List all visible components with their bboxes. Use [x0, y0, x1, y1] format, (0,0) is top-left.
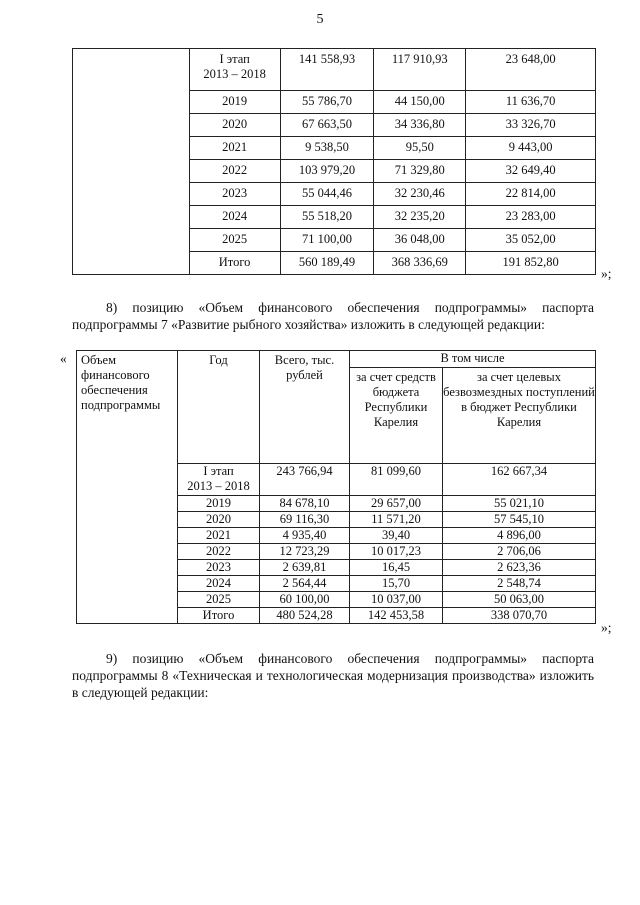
targeted-receipts-cell: 23 648,00	[466, 49, 596, 91]
budget-rk-cell: 11 571,20	[350, 512, 443, 528]
total-cell: 55 786,70	[280, 91, 374, 114]
empty-label-cell	[73, 49, 190, 275]
paragraph-item-9	[72, 650, 594, 701]
header-total: Всего, тыс. рублей	[260, 351, 350, 464]
targeted-receipts-cell: 57 545,10	[443, 512, 596, 528]
closing-quote-mark: »;	[601, 266, 612, 281]
total-cell: 103 979,20	[280, 160, 374, 183]
budget-rk-cell: 29 657,00	[350, 496, 443, 512]
subprogram-7-funding-table	[76, 350, 596, 624]
targeted-receipts-cell: 2 548,74	[443, 576, 596, 592]
targeted-receipts-cell: 23 283,00	[466, 206, 596, 229]
total-cell: 55 518,20	[280, 206, 374, 229]
page-number: 5	[316, 12, 324, 27]
year-cell: 2025	[189, 229, 280, 252]
budget-rk-cell: 71 329,80	[374, 160, 466, 183]
targeted-receipts-cell: 4 896,00	[443, 528, 596, 544]
targeted-receipts-cell: 162 667,34	[443, 464, 596, 496]
budget-rk-cell: 15,70	[350, 576, 443, 592]
targeted-receipts-cell: 2 623,36	[443, 560, 596, 576]
targeted-receipts-cell: 2 706,06	[443, 544, 596, 560]
targeted-receipts-cell: 338 070,70	[443, 608, 596, 624]
year-cell: 2023	[178, 560, 260, 576]
targeted-receipts-cell: 55 021,10	[443, 496, 596, 512]
year-cell: 2025	[178, 592, 260, 608]
year-cell: 2024	[178, 576, 260, 592]
targeted-receipts-cell: 9 443,00	[466, 137, 596, 160]
budget-rk-cell: 32 230,46	[374, 183, 466, 206]
budget-rk-cell: 81 099,60	[350, 464, 443, 496]
budget-rk-cell: 10 037,00	[350, 592, 443, 608]
year-cell: 2019	[189, 91, 280, 114]
year-cell: 2024	[189, 206, 280, 229]
total-cell: 60 100,00	[260, 592, 350, 608]
year-cell: I этап 2013 – 2018	[189, 49, 280, 91]
budget-rk-cell: 44 150,00	[374, 91, 466, 114]
header-targeted-receipts: за счет целевых безвозмездных поступлений в бюджет Республики Карелия	[443, 368, 596, 464]
budget-rk-cell: 10 017,23	[350, 544, 443, 560]
table-header-row	[77, 351, 596, 368]
year-cell: 2023	[189, 183, 280, 206]
total-cell: 55 044,46	[280, 183, 374, 206]
year-cell: 2019	[178, 496, 260, 512]
closing-quote-mark-2: »;	[601, 620, 612, 635]
paragraph-item-9-text: 9) позицию «Объем финансового обеспечения подпрограммы» паспорта подпрограммы 8 «Техническая и технологическая модернизация производства» изложить в следующей редакции:	[72, 651, 594, 700]
funding-table-continued	[72, 48, 596, 275]
header-year: Год	[178, 351, 260, 464]
total-cell: 560 189,49	[280, 252, 374, 275]
year-cell: 2020	[178, 512, 260, 528]
targeted-receipts-cell: 50 063,00	[443, 592, 596, 608]
budget-rk-cell: 39,40	[350, 528, 443, 544]
total-cell: 4 935,40	[260, 528, 350, 544]
year-cell: 2022	[189, 160, 280, 183]
table-row	[73, 49, 596, 91]
targeted-receipts-cell: 32 649,40	[466, 160, 596, 183]
header-budget-rk: за счет средств бюджета Республики Карелия	[350, 368, 443, 464]
budget-rk-cell: 36 048,00	[374, 229, 466, 252]
year-cell: Итого	[189, 252, 280, 275]
year-cell: 2022	[178, 544, 260, 560]
year-cell: Итого	[178, 608, 260, 624]
budget-rk-cell: 34 336,80	[374, 114, 466, 137]
total-cell: 71 100,00	[280, 229, 374, 252]
targeted-receipts-cell: 35 052,00	[466, 229, 596, 252]
targeted-receipts-cell: 22 814,00	[466, 183, 596, 206]
total-cell: 2 564,44	[260, 576, 350, 592]
budget-rk-cell: 368 336,69	[374, 252, 466, 275]
total-cell: 12 723,29	[260, 544, 350, 560]
total-cell: 9 538,50	[280, 137, 374, 160]
paragraph-item-8-text: 8) позицию «Объем финансового обеспечения подпрограммы» паспорта подпрограммы 7 «Развитие рыбного хозяйства» изложить в следующей редакции:	[72, 300, 594, 332]
total-cell: 480 524,28	[260, 608, 350, 624]
header-including: В том числе	[350, 351, 596, 368]
total-cell: 243 766,94	[260, 464, 350, 496]
budget-rk-cell: 117 910,93	[374, 49, 466, 91]
paragraph-item-8	[72, 299, 594, 333]
total-cell: 141 558,93	[280, 49, 374, 91]
budget-rk-cell: 32 235,20	[374, 206, 466, 229]
budget-rk-cell: 142 453,58	[350, 608, 443, 624]
year-cell: I этап 2013 – 2018	[178, 464, 260, 496]
total-cell: 84 678,10	[260, 496, 350, 512]
opening-quote-mark: «	[60, 351, 67, 366]
budget-rk-cell: 16,45	[350, 560, 443, 576]
year-cell: 2020	[189, 114, 280, 137]
year-cell: 2021	[178, 528, 260, 544]
targeted-receipts-cell: 33 326,70	[466, 114, 596, 137]
year-cell: 2021	[189, 137, 280, 160]
funding-label-cell: Объем финансового обеспечения подпрограммы	[77, 351, 178, 624]
total-cell: 69 116,30	[260, 512, 350, 528]
budget-rk-cell: 95,50	[374, 137, 466, 160]
targeted-receipts-cell: 11 636,70	[466, 91, 596, 114]
total-cell: 67 663,50	[280, 114, 374, 137]
total-cell: 2 639,81	[260, 560, 350, 576]
targeted-receipts-cell: 191 852,80	[466, 252, 596, 275]
